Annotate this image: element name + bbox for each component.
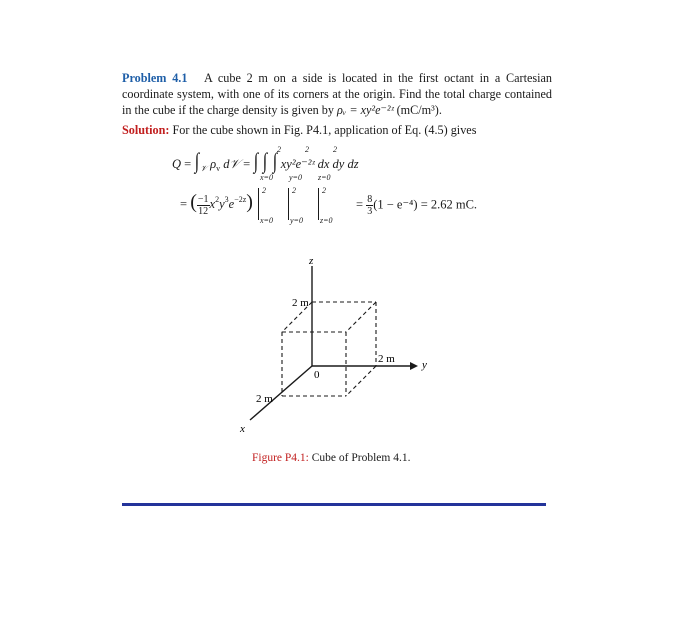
result-text: (1 − e⁻⁴) = 2.62 mC.: [373, 197, 478, 212]
equation-line-2: = ( $\frac{-1}{12}$ $x^2y^3e^{-2z}$): [180, 191, 253, 217]
q-symbol: Q: [172, 157, 182, 171]
solution-line: [122, 122, 552, 138]
caption-label: Figure P4.1:: [252, 452, 309, 464]
x-axis-label: x: [240, 423, 245, 435]
cube-figure: [230, 250, 450, 440]
y-axis-label: y: [422, 359, 427, 371]
density-expression: ρᵥ = xy²e⁻²ᶻ: [337, 103, 394, 117]
origin-label: 0: [314, 369, 320, 381]
cube-edges: [282, 302, 376, 396]
bottom-rule: [122, 503, 546, 506]
equation-line-1: $Q = \int_𝒱$ $\rho_v$ d𝒱 = ∫ ∫ ∫ xy²e⁻²ᶻ dx dy dz: [172, 148, 359, 173]
caption-text: Cube of Problem 4.1.: [311, 452, 411, 464]
solution-text: For the cube shown in Fig. P4.1, application of Eq. (4.5) gives: [172, 123, 477, 137]
figure-caption: [252, 452, 410, 464]
dim-left-label: 2 m: [256, 393, 273, 405]
problem-text: A cube 2 m on a side is located in the first octant in a Cartesian coordinate system, with one of its corners at the origin. Find the total charge contained in the cube if the charge density is given by: [122, 71, 552, 117]
solution-label: Solution:: [122, 123, 170, 137]
z-axis-label: z: [309, 255, 314, 267]
y-arrowhead: [410, 362, 418, 370]
integrand: xy²e⁻²ᶻ dx dy dz: [280, 157, 359, 171]
dim-right-label: 2 m: [378, 353, 395, 365]
problem-label: Problem 4.1: [122, 71, 188, 85]
equation-result: = $\frac{8}{3}$ (1 − e⁻⁴) = 2.62 mC.: [356, 194, 478, 217]
dim-top-label: 2 m: [292, 297, 309, 309]
density-units: (mC/m³).: [396, 103, 442, 117]
problem-statement: [122, 70, 552, 118]
